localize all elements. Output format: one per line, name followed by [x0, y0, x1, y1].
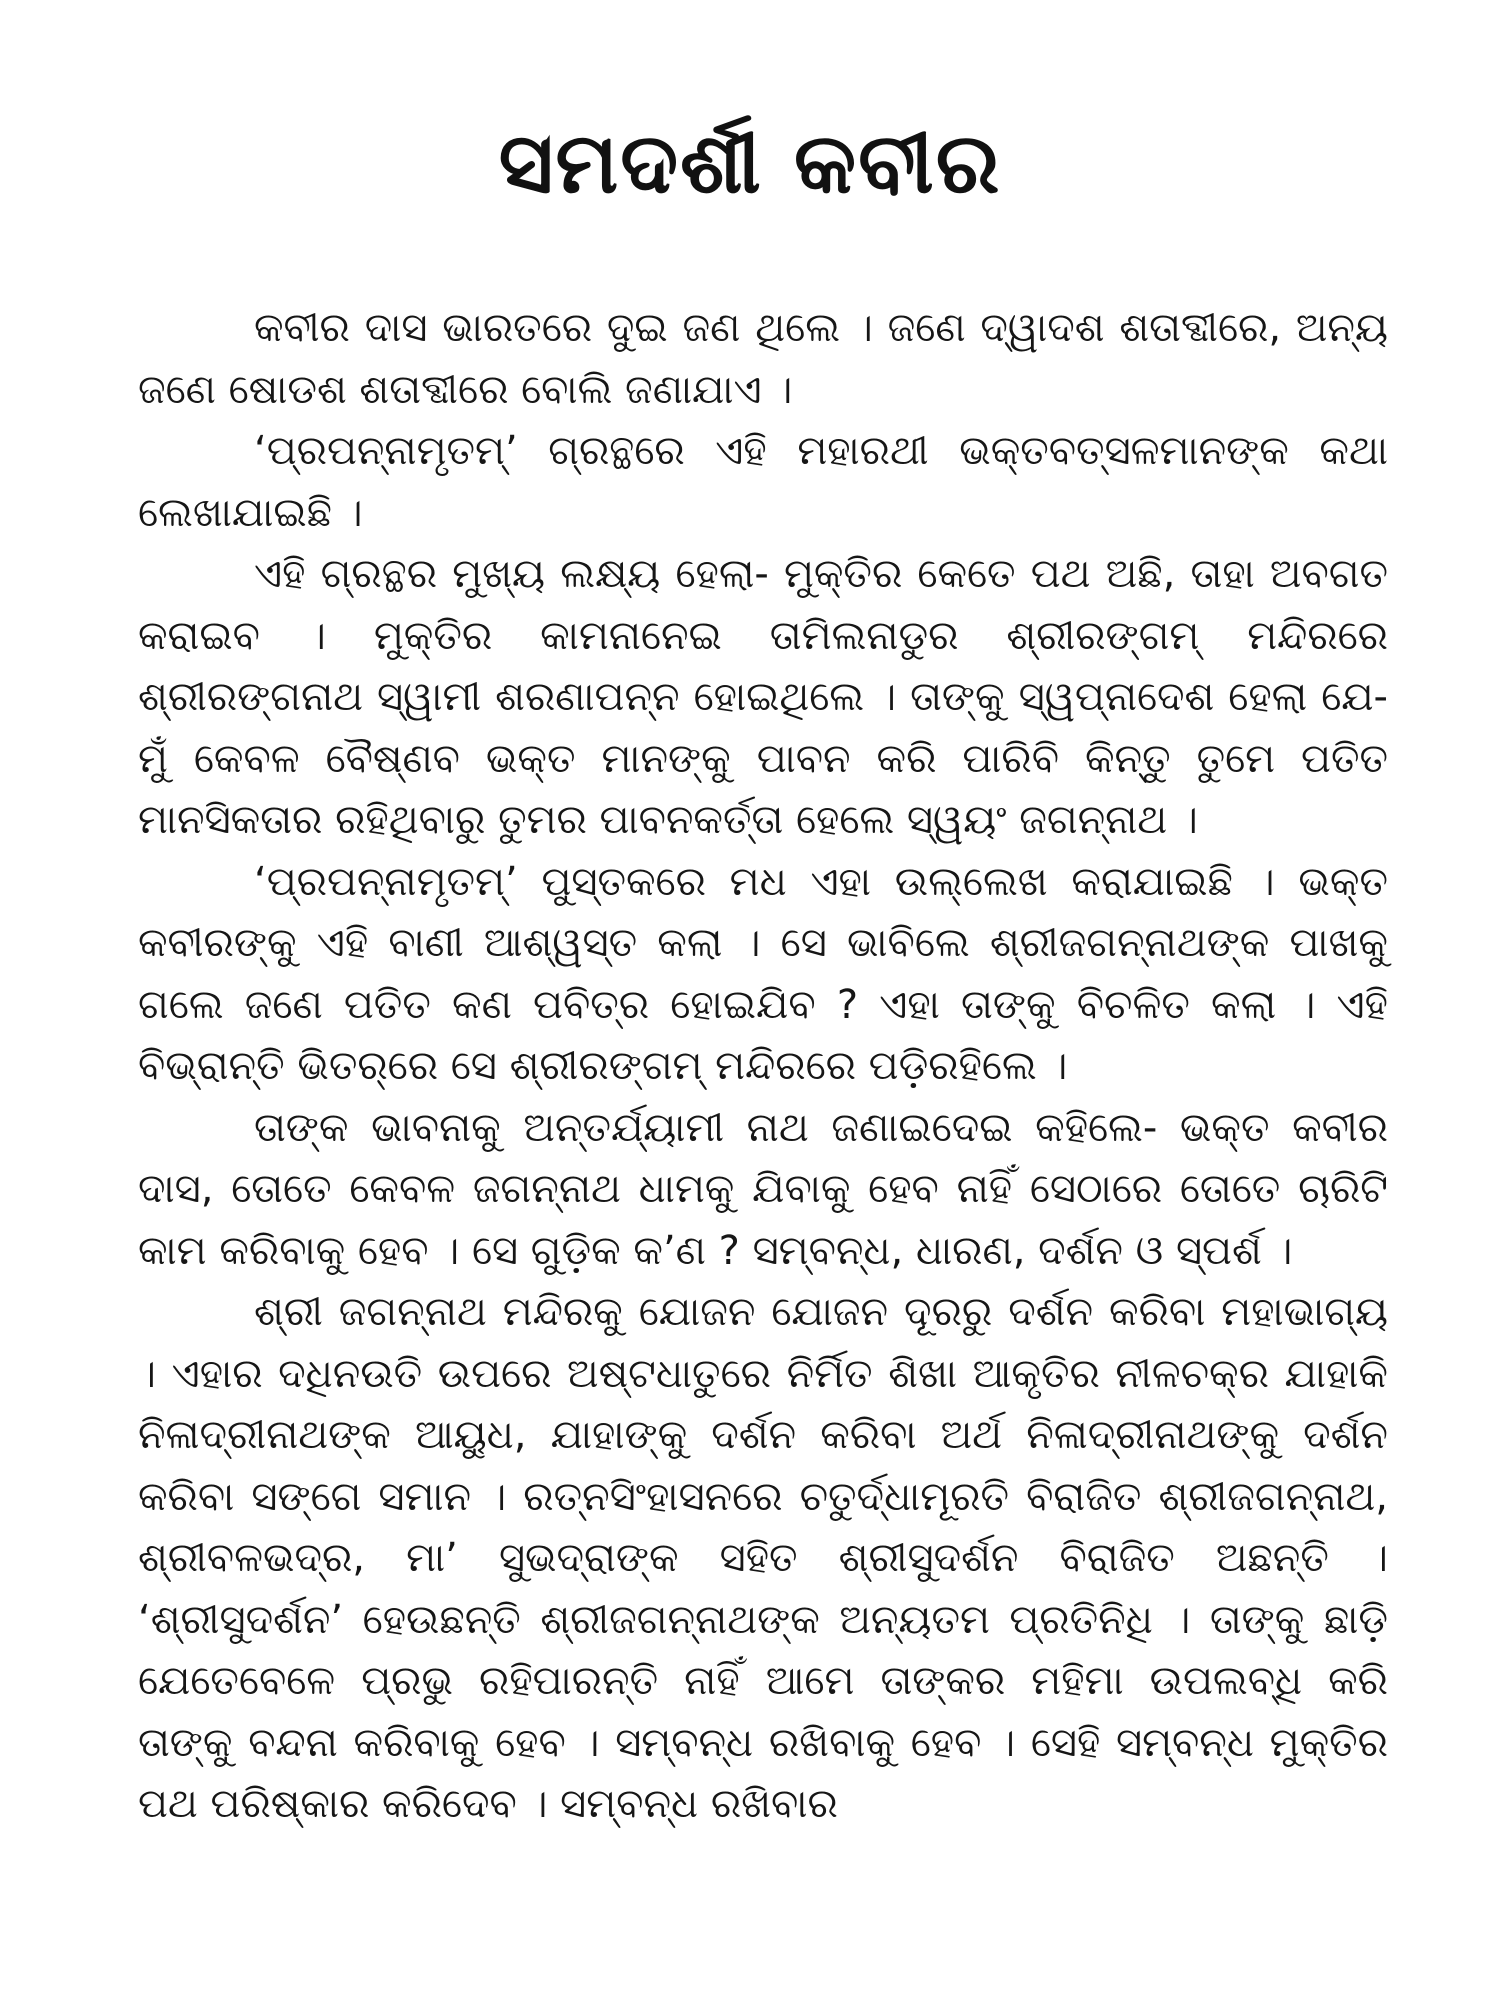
paragraph-2: ‘ପ୍ରପନ୍ନାମୃତମ୍’ ଗ୍ରନ୍ଥରେ ଏହି ମହାରଥୀ ଭକ୍ତବତ୍ସଳମାନଙ୍କ କଥା ଲେଖାଯାଇଛି । [138, 428, 1388, 536]
paragraph-6: ଶ୍ରୀ ଜଗନ୍ନାଥ ମନ୍ଦିରକୁ ଯୋଜନ ଯୋଜନ ଦୂରରୁ ଦର୍ଶନ କରିବା ମହାଭାଗ୍ୟ । ଏହାର ଦଧିନଉତି ଉପରେ ଅଷ୍ଟଧାତୁରେ ନିର୍ମିତ ଶିଖା ଆକୃତିର ନୀଳଚକ୍ର ଯାହାକି ନିଳାଦ୍ରୀନାଥଙ୍କ ଆୟୁଧ, ଯାହାଙ୍କୁ ଦର୍ଶନ କରିବା ଅର୍ଥ ନିଳାଦ୍ରୀନାଥଙ୍କୁ ଦର୍ଶନ କରିବା ସଙ୍ଗେ ସମାନ । ରତ୍ନସିଂହାସନରେ ଚତୁର୍ଦ୍ଧାମୂରତି ବିରାଜିତ ଶ୍ରୀଜଗନ୍ନାଥ, ଶ୍ରୀବଳଭଦ୍ର, ମା’ ସୁଭଦ୍ରାଙ୍କ ସହିତ ଶ୍ରୀସୁଦର୍ଶନ ବିରାଜିତ ଅଛନ୍ତି । ‘ଶ୍ରୀସୁଦର୍ଶନ’ ହେଉଛନ୍ତି ଶ୍ରୀଜଗନ୍ନାଥଙ୍କ ଅନ୍ୟତମ ପ୍ରତିନିଧି । ତାଙ୍କୁ ଛାଡ଼ି ଯେତେବେଳେ ପ୍ରଭୁ ରହିପାରନ୍ତି ନାହିଁ ଆମେ ତାଙ୍କର ମହିମା ଉପଲବ୍ଧି କରି ତାଙ୍କୁ ବନ୍ଦନା କରିବାକୁ ହେବ । ସମ୍ବନ୍ଧ ରଖିବାକୁ ହେବ । ସେହି ସମ୍ବନ୍ଧ ମୁକ୍ତିର ପଥ ପରିଷ୍କାର କରିଦେବ । ସମ୍ବନ୍ଧ ରଖିବାର [138, 1289, 1388, 1827]
paragraph-4: ‘ପ୍ରପନ୍ନାମୃତମ୍’ ପୁସ୍ତକରେ ମଧ ଏହା ଉଲ୍ଲେଖ କରାଯାଇଛି । ଭକ୍ତ କବୀରଙ୍କୁ ଏହି ବାଣୀ ଆଶ୍ୱସ୍ତ କଲା । ସେ ଭାବିଲେ ଶ୍ରୀଜଗନ୍ନାଥଙ୍କ ପାଖକୁ ଗଲେ ଜଣେ ପତିତ କଣ ପବିତ୍ର ହୋଇଯିବ ? ଏହା ତାଙ୍କୁ ବିଚଳିତ କଲା । ଏହି ବିଭ୍ରାନ୍ତି ଭିତର୍‌ରେ ସେ ଶ୍ରୀରଙ୍ଗମ୍ ମନ୍ଦିରରେ ପଡ଼ିରହିଲେ । [138, 858, 1388, 1089]
paragraph-3: ଏହି ଗ୍ରନ୍ଥର ମୁଖ୍ୟ ଲକ୍ଷ୍ୟ ହେଲା- ମୁକ୍ତିର କେତେ ପଥ ଅଛି, ତାହା ଅବଗତ କରାଇବ । ମୁକ୍ତିର କାମନାନେଇ ତାମିଲନାଡୁର ଶ୍ରୀରଙ୍ଗମ୍ ମନ୍ଦିରରେ ଶ୍ରୀରଙ୍ଗନାଥ ସ୍ୱାମୀ ଶରଣାପନ୍ନ ହୋଇଥିଲେ । ତାଙ୍କୁ ସ୍ୱପ୍ନାଦେଶ ହେଲା ଯେ- ମୁଁ କେବଳ ବୈଷ୍ଣବ ଭକ୍ତ ମାନଙ୍କୁ ପାବନ କରି ପାରିବି କିନ୍ତୁ ତୁମେ ପତିତ ମାନସିକତାର ରହିଥିବାରୁ ତୁମର ପାବନକର୍ତ୍ତା ହେଲେ ସ୍ୱୟଂ ଜଗନ୍ନାଥ । [138, 551, 1388, 843]
paragraph-5: ତାଙ୍କ ଭାବନାକୁ ଅନ୍ତର୍ଯ୍ୟାମୀ ନାଥ ଜଣାଇଦେଇ କହିଲେ- ଭକ୍ତ କବୀର ଦାସ, ତୋତେ କେବଳ ଜଗନ୍ନାଥ ଧାମକୁ ଯିବାକୁ ହେବ ନାହିଁ ସେଠାରେ ତୋତେ ଚାରିଟି କାମ କରିବାକୁ ହେବ । ସେ ଗୁଡ଼ିକ କ’ଣ ? ସମ୍ବନ୍ଧ, ଧାରଣ, ଦର୍ଶନ ଓ ସ୍ପର୍ଶ । [138, 1104, 1388, 1274]
article-body [138, 298, 1388, 1836]
page-title: ସମଦର୍ଶୀ କବୀର [498, 114, 1002, 212]
paragraph-1: କବୀର ଦାସ ଭାରତରେ ଦୁଇ ଜଣ ଥିଲେ । ଜଣେ ଦ୍ୱାଦଶ ଶତାବ୍ଦୀରେ, ଅନ୍ୟ ଜଣେ ଷୋଡଶ ଶତାବ୍ଦୀରେ ବୋଲି ଜଣାଯାଏ । [138, 305, 1388, 413]
